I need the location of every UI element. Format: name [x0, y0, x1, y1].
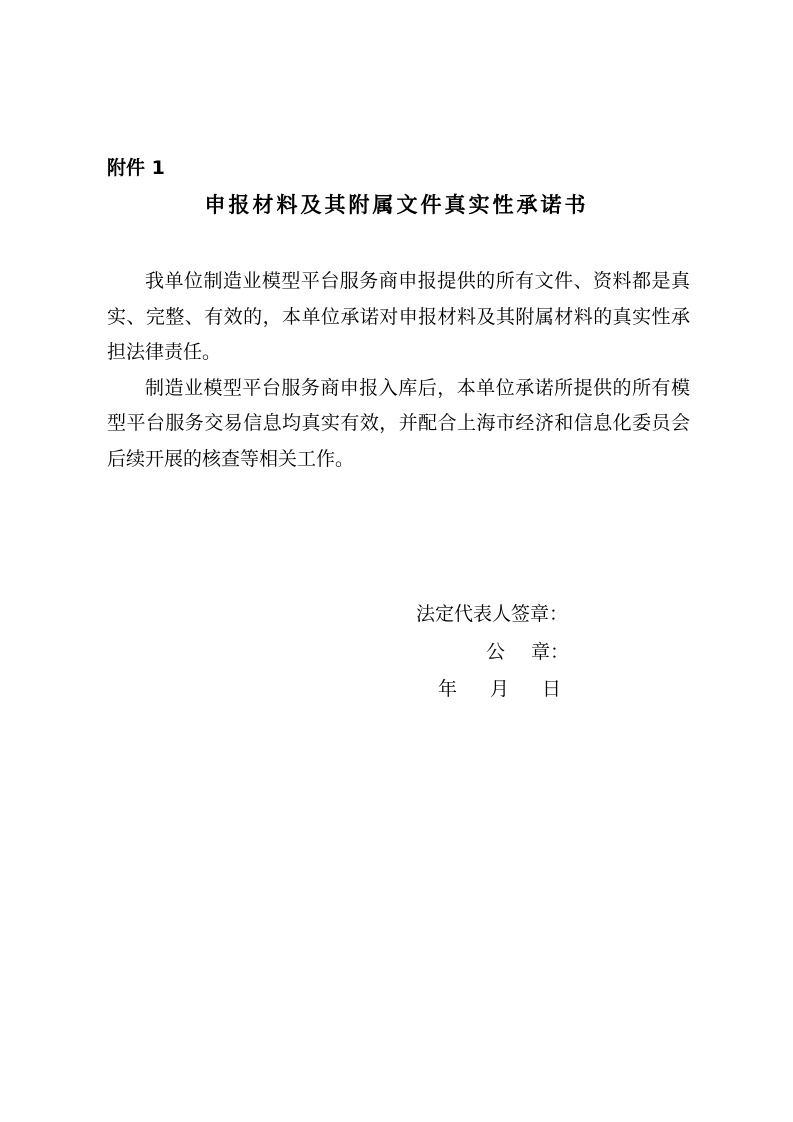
- date-line: [438, 676, 561, 702]
- legal-representative-signature-label: 法定代表人签章：: [416, 603, 569, 625]
- commitment-body: [107, 264, 690, 477]
- seal-char-zhang: 章：: [531, 641, 570, 663]
- seal-char-gong: 公: [486, 641, 506, 663]
- official-seal-label: [416, 639, 569, 665]
- paragraph-authenticity: 我单位制造业模型平台服务商申报提供的所有文件、资料都是真实、完整、有效的，本单位承诺对申报材料及其附属材料的真实性承担法律责任。: [107, 270, 690, 363]
- paragraph-verification: 制造业模型平台服务商申报入库后，本单位承诺所提供的所有模型平台服务交易信息均真实有效，并配合上海市经济和信息化委员会后续开展的核查等相关工作。: [107, 376, 690, 470]
- year-label: 年: [438, 678, 458, 700]
- document-title: 申报材料及其附属文件真实性承诺书: [204, 192, 589, 217]
- day-label: 日: [542, 678, 562, 700]
- month-label: 月: [490, 678, 510, 700]
- attachment-label: 附件 1: [107, 157, 165, 179]
